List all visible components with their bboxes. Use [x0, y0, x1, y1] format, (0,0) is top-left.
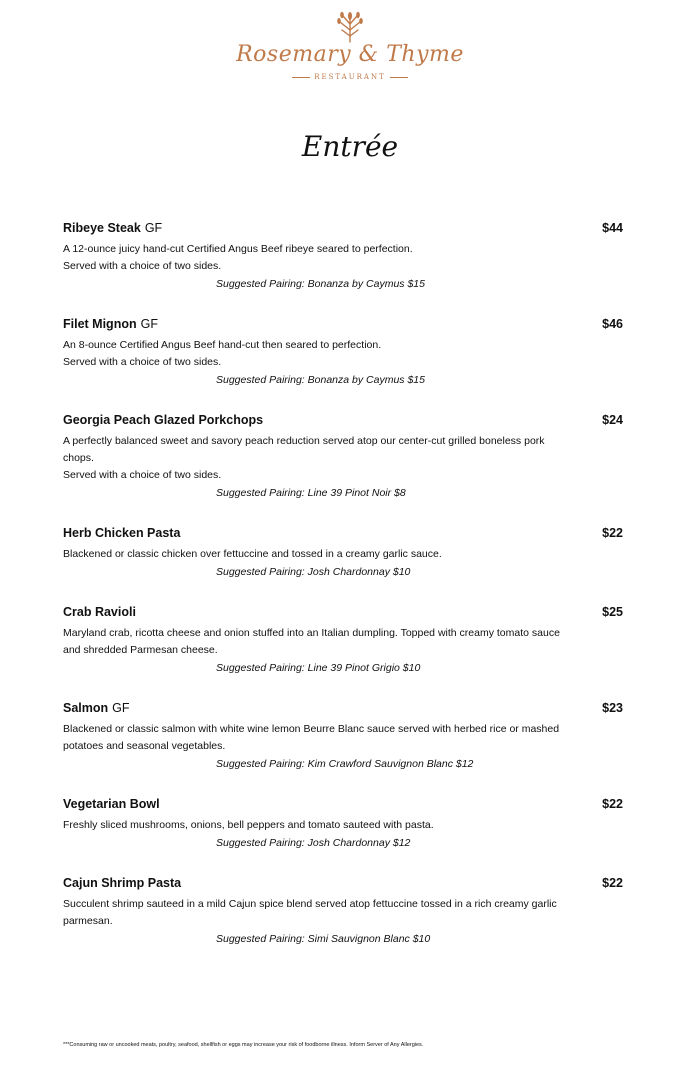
- wine-pairing: Suggested Pairing: Josh Chardonnay $12: [216, 837, 411, 849]
- menu-item-header: [63, 795, 623, 813]
- menu-item: [63, 219, 623, 293]
- menu-item-name: Herb Chicken Pasta: [63, 526, 181, 540]
- menu-item-price: $24: [602, 413, 623, 427]
- menu-item-title: [63, 874, 185, 892]
- menu-list: [63, 219, 623, 970]
- menu-item-description: An 8-ounce Certified Angus Beef hand-cut then seared to perfection. Served with a choice of two sides.: [63, 339, 382, 368]
- menu-item-description: Freshly sliced mushrooms, onions, bell peppers and tomato sauteed with pasta.: [63, 819, 434, 831]
- brand-subtitle-text: RESTAURANT: [314, 73, 386, 81]
- menu-item-title: [63, 219, 162, 237]
- menu-item-title: [63, 603, 140, 621]
- menu-item: [63, 603, 623, 677]
- menu-item-name: Cajun Shrimp Pasta: [63, 876, 182, 890]
- menu-item-description: A perfectly balanced sweet and savory peach reduction served atop our center-cut grilled boneless pork chops. Served with a choice of two sides.: [63, 435, 545, 481]
- menu-item: [63, 524, 623, 581]
- menu-item-price: $46: [602, 317, 623, 331]
- menu-item: [63, 874, 623, 948]
- menu-item-price: $44: [602, 221, 623, 235]
- brand-subtitle: [0, 73, 700, 81]
- menu-item-name: Ribeye Steak: [63, 221, 141, 235]
- wine-pairing: Suggested Pairing: Josh Chardonnay $10: [216, 566, 411, 578]
- menu-item: [63, 795, 623, 852]
- menu-item-header: [63, 524, 623, 542]
- menu-item-description: Blackened or classic salmon with white wine lemon Beurre Blanc sauce served with herbed rice or mashed potatoes and seasonal vegetables.: [63, 723, 560, 752]
- footer-disclaimer: ***Consuming raw or uncooked meats, poultry, seafood, shellfish or eggs may increase your risk of foodborne illness. Inform Server of Any Allergies.: [63, 1042, 424, 1048]
- wine-pairing: Suggested Pairing: Simi Sauvignon Blanc $10: [216, 933, 431, 945]
- divider: [390, 77, 408, 78]
- divider: [292, 77, 310, 78]
- menu-item: [63, 411, 623, 502]
- menu-item-name: Filet Mignon: [63, 317, 137, 331]
- menu-item: [63, 315, 623, 389]
- wine-pairing: Suggested Pairing: Bonanza by Caymus $15: [216, 374, 425, 386]
- menu-item-description: A 12-ounce juicy hand-cut Certified Angus Beef ribeye seared to perfection. Served with a choice of two sides.: [63, 243, 413, 272]
- menu-item-description: Blackened or classic chicken over fettuccine and tossed in a creamy garlic sauce.: [63, 548, 442, 560]
- menu-item-title: [63, 411, 267, 429]
- wine-pairing: Suggested Pairing: Line 39 Pinot Noir $8: [216, 487, 406, 499]
- dietary-tag: GF: [140, 317, 158, 331]
- menu-item-title: [63, 524, 184, 542]
- menu-item-price: $23: [602, 701, 623, 715]
- brand-name: Rosemary & Thyme: [236, 42, 464, 67]
- menu-item-name: Crab Ravioli: [63, 605, 136, 619]
- menu-item-price: $22: [602, 797, 623, 811]
- menu-item-price: $22: [602, 526, 623, 540]
- menu-item-title: [63, 315, 158, 333]
- menu-item-title: [63, 795, 164, 813]
- menu-item-title: [63, 699, 130, 717]
- menu-item-header: [63, 411, 623, 429]
- dietary-tag: GF: [144, 221, 163, 235]
- menu-item-name: Vegetarian Bowl: [63, 797, 160, 811]
- section-title: Entrée: [301, 130, 399, 163]
- menu-item-header: [63, 315, 623, 333]
- brand-header: [0, 10, 700, 81]
- menu-item-description: Maryland crab, ricotta cheese and onion stuffed into an Italian dumpling. Topped with creamy tomato sauce and shredded Parmesan cheese.: [63, 627, 560, 656]
- menu-item-header: [63, 874, 623, 892]
- menu-item: [63, 699, 623, 773]
- menu-item-description: Succulent shrimp sauteed in a mild Cajun spice blend served atop fettuccine tossed in a rich creamy garlic parmesan.: [63, 898, 557, 927]
- dietary-tag: GF: [112, 701, 130, 715]
- herb-sprig-icon: [330, 10, 370, 44]
- menu-item-header: [63, 699, 623, 717]
- menu-item-name: Salmon: [63, 701, 109, 715]
- menu-item-name: Georgia Peach Glazed Porkchops: [63, 413, 264, 427]
- wine-pairing: Suggested Pairing: Line 39 Pinot Grigio $10: [216, 662, 421, 674]
- wine-pairing: Suggested Pairing: Bonanza by Caymus $15: [216, 278, 425, 290]
- menu-item-price: $25: [602, 605, 623, 619]
- menu-item-header: [63, 603, 623, 621]
- wine-pairing: Suggested Pairing: Kim Crawford Sauvignon Blanc $12: [216, 758, 474, 770]
- menu-item-header: [63, 219, 623, 237]
- menu-item-price: $22: [602, 876, 623, 890]
